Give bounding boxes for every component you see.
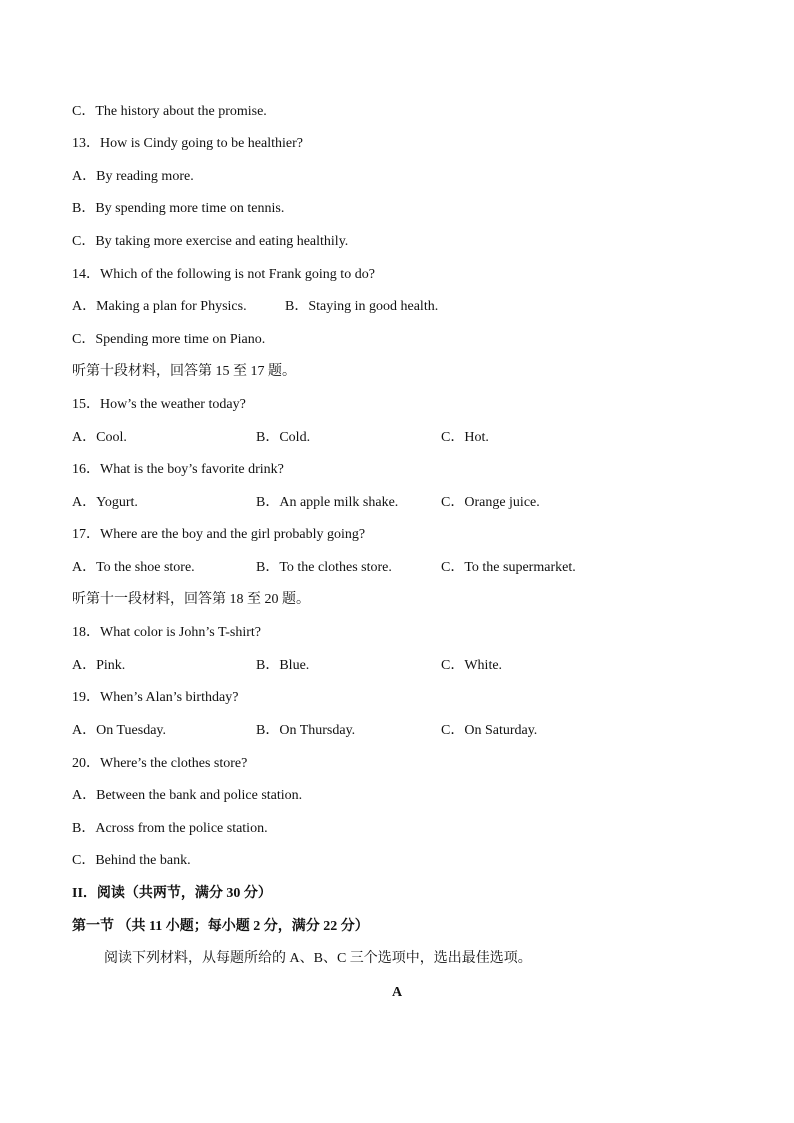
q13-option-c: C．By taking more exercise and eating healthily. bbox=[72, 234, 349, 249]
question-14: 14．Which of the following is not Frank going to do? bbox=[72, 267, 375, 282]
part-2-heading: II．阅读（共两节，满分 30 分） bbox=[72, 886, 272, 901]
q18-option-a: A．Pink. bbox=[72, 658, 126, 673]
question-15: 15．How’s the weather today? bbox=[72, 397, 246, 412]
q18-option-c: C．White. bbox=[441, 658, 503, 673]
q19-option-a: A．On Tuesday. bbox=[72, 723, 166, 738]
question-20: 20．Where’s the clothes store? bbox=[72, 756, 248, 771]
q14-option-b: B．Staying in good health. bbox=[285, 299, 439, 314]
question-13: 13．How is Cindy going to be healthier? bbox=[72, 136, 303, 151]
q16-option-c: C．Orange juice. bbox=[441, 495, 540, 510]
q19-option-b: B．On Thursday. bbox=[256, 723, 356, 738]
question-18: 18．What color is John’s T-shirt? bbox=[72, 625, 261, 640]
q20-option-a: A．Between the bank and police station. bbox=[72, 788, 303, 803]
q16-option-b: B．An apple milk shake. bbox=[256, 495, 399, 510]
section-10-heading: 听第十段材料，回答第 15 至 17 题。 bbox=[72, 364, 296, 379]
question-17: 17．Where are the boy and the girl probably going? bbox=[72, 527, 366, 542]
instructions: 阅读下列材料，从每题所给的 A、B、C 三个选项中，选出最佳选项。 bbox=[104, 951, 532, 966]
q17-option-b: B．To the clothes store. bbox=[256, 560, 392, 575]
q14-option-a: A．Making a plan for Physics. bbox=[72, 299, 247, 314]
section-11-heading: 听第十一段材料，回答第 18 至 20 题。 bbox=[72, 592, 310, 607]
q17-option-c: C．To the supermarket. bbox=[441, 560, 576, 575]
q13-option-b: B．By spending more time on tennis. bbox=[72, 201, 285, 216]
option-c-line: C．The history about the promise. bbox=[72, 104, 267, 119]
question-19: 19．When’s Alan’s birthday? bbox=[72, 690, 239, 705]
q20-option-b: B．Across from the police station. bbox=[72, 821, 268, 836]
q13-option-a: A．By reading more. bbox=[72, 169, 194, 184]
q16-option-a: A．Yogurt. bbox=[72, 495, 138, 510]
q18-option-b: B．Blue. bbox=[256, 658, 310, 673]
q15-option-b: B．Cold. bbox=[256, 430, 311, 445]
passage-label: A bbox=[391, 985, 403, 1000]
q19-option-c: C．On Saturday. bbox=[441, 723, 538, 738]
q17-option-a: A．To the shoe store. bbox=[72, 560, 195, 575]
question-16: 16．What is the boy’s favorite drink? bbox=[72, 462, 284, 477]
q14-option-c: C．Spending more time on Piano. bbox=[72, 332, 266, 347]
section-1-heading: 第一节 （共 11 小题；每小题 2 分，满分 22 分） bbox=[72, 919, 369, 934]
q15-option-c: C．Hot. bbox=[441, 430, 489, 445]
q20-option-c: C．Behind the bank. bbox=[72, 853, 191, 868]
q15-option-a: A．Cool. bbox=[72, 430, 127, 445]
